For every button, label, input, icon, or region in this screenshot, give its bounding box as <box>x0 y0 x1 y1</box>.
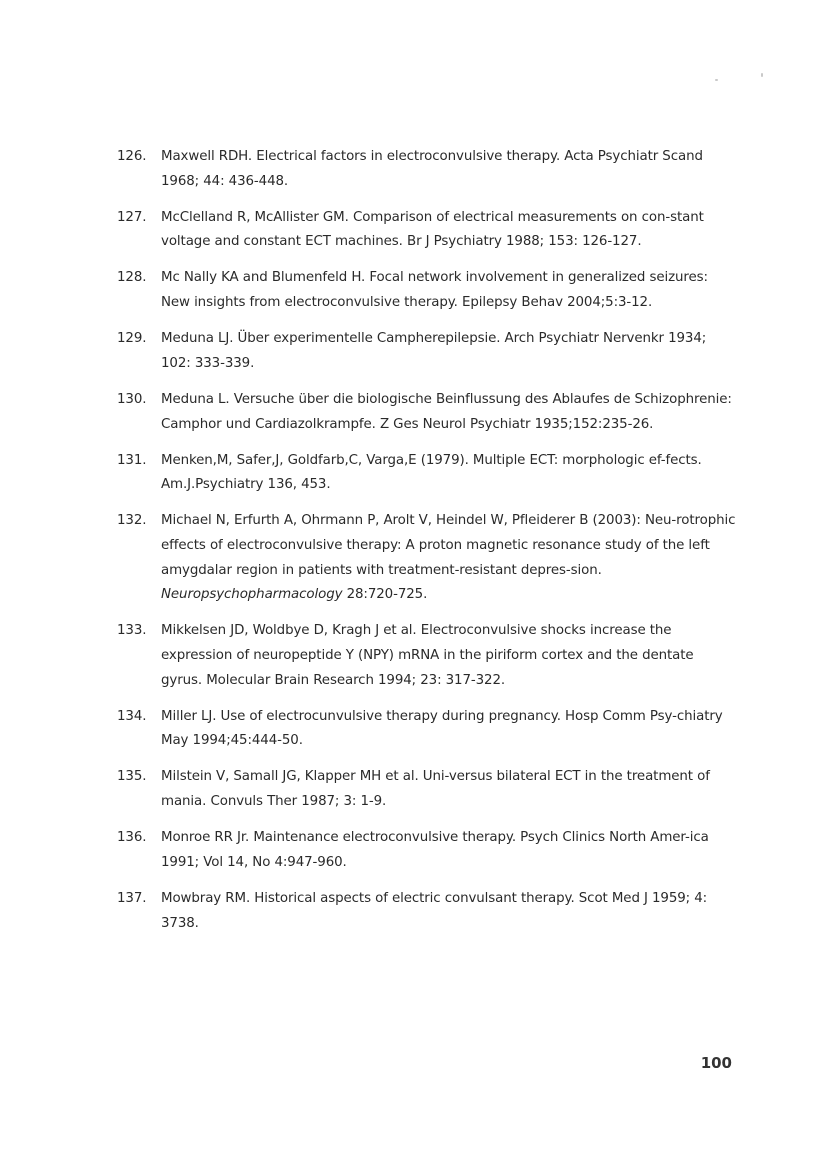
reference-number: 131. <box>117 452 147 468</box>
reference-item <box>117 765 737 814</box>
reference-item <box>117 705 737 754</box>
reference-number: 134. <box>117 708 147 724</box>
reference-number: 135. <box>117 769 147 785</box>
page-number: 100 <box>700 1054 732 1072</box>
reference-item <box>117 327 737 376</box>
reference-item <box>117 887 737 936</box>
reference-number: 128. <box>117 270 147 286</box>
reference-text: Mikkelsen JD, Woldbye D, Kragh J et al. Electroconvulsive shocks increase the expression of neuropeptide Y (NPY) mRNA in the piriform cortex and the dentate gyrus. Molecular Brain Research 1994; 23: 317-322. <box>161 623 694 688</box>
reference-text <box>161 509 737 608</box>
reference-item <box>117 266 737 315</box>
reference-number: 127. <box>117 209 147 225</box>
reference-text-before: Michael N, Erfurth A, Ohrmann P, Arolt V, Heindel W, Pfleiderer B (2003): Neu-rotrophic effects of electroconvulsive therapy: A proton magnetic resonance study of the left amygdalar region in patients with treatment-resistant depres-sion. <box>161 513 736 578</box>
reference-text: Mowbray RM. Historical aspects of electric convulsant therapy. Scot Med J 1959; 4: 3738. <box>161 890 708 931</box>
scan-speck-right <box>761 73 763 77</box>
reference-number: 136. <box>117 830 147 846</box>
reference-item <box>117 449 737 498</box>
reference-text-after: 28:720-725. <box>342 587 428 603</box>
reference-text: Mc Nally KA and Blumenfeld H. Focal network involvement in generalized seizures: New insights from electroconvulsive therapy. Epilepsy Behav 2004;5:3-12. <box>161 270 708 311</box>
reference-number: 129. <box>117 331 147 347</box>
reference-number: 132. <box>117 513 147 529</box>
reference-item <box>117 509 737 608</box>
journal-title: Neuropsychopharmacology <box>161 587 343 603</box>
reference-text: Monroe RR Jr. Maintenance electroconvulsive therapy. Psych Clinics North Amer-ica 1991; Vol 14, No 4:947-960. <box>161 830 709 870</box>
reference-number: 133. <box>117 623 147 639</box>
reference-text: Milstein V, Samall JG, Klapper MH et al. Uni-versus bilateral ECT in the treatment of mania. Convuls Ther 1987; 3: 1-9. <box>161 769 710 810</box>
reference-text: Meduna LJ. Über experimentelle Campherepilepsie. Arch Psychiatr Nervenkr 1934; 102: 333-339. <box>161 331 707 371</box>
reference-number: 137. <box>117 890 147 906</box>
reference-number: 130. <box>117 391 147 407</box>
reference-item <box>117 619 737 693</box>
reference-list <box>117 145 737 948</box>
reference-text: Maxwell RDH. Electrical factors in electroconvulsive therapy. Acta Psychiatr Scand 1968; 44: 436-448. <box>161 149 703 189</box>
reference-text: Menken,M, Safer,J, Goldfarb,C, Varga,E (1979). Multiple ECT: morphologic ef-fects. Am.J.Psychiatry 136, 453. <box>161 452 702 493</box>
reference-text: Miller LJ. Use of electrocunvulsive therapy during pregnancy. Hosp Comm Psy-chiatry May 1994;45:444-50. <box>161 708 723 749</box>
reference-text: Meduna L. Versuche über die biologische Beinflussung des Ablaufes de Schizophrenie: Camphor und Cardiazolkrampfe. Z Ges Neurol Psychiatr 1935;152:235-26. <box>161 391 732 432</box>
scan-speck-left <box>715 79 718 81</box>
reference-text: McClelland R, McAllister GM. Comparison of electrical measurements on con-stant voltage and constant ECT machines. Br J Psychiatry 1988; 153: 126-127. <box>161 209 704 250</box>
reference-item <box>117 826 737 875</box>
reference-number: 126. <box>117 149 147 164</box>
reference-item <box>117 388 737 437</box>
reference-item <box>117 145 737 194</box>
reference-item <box>117 206 737 255</box>
